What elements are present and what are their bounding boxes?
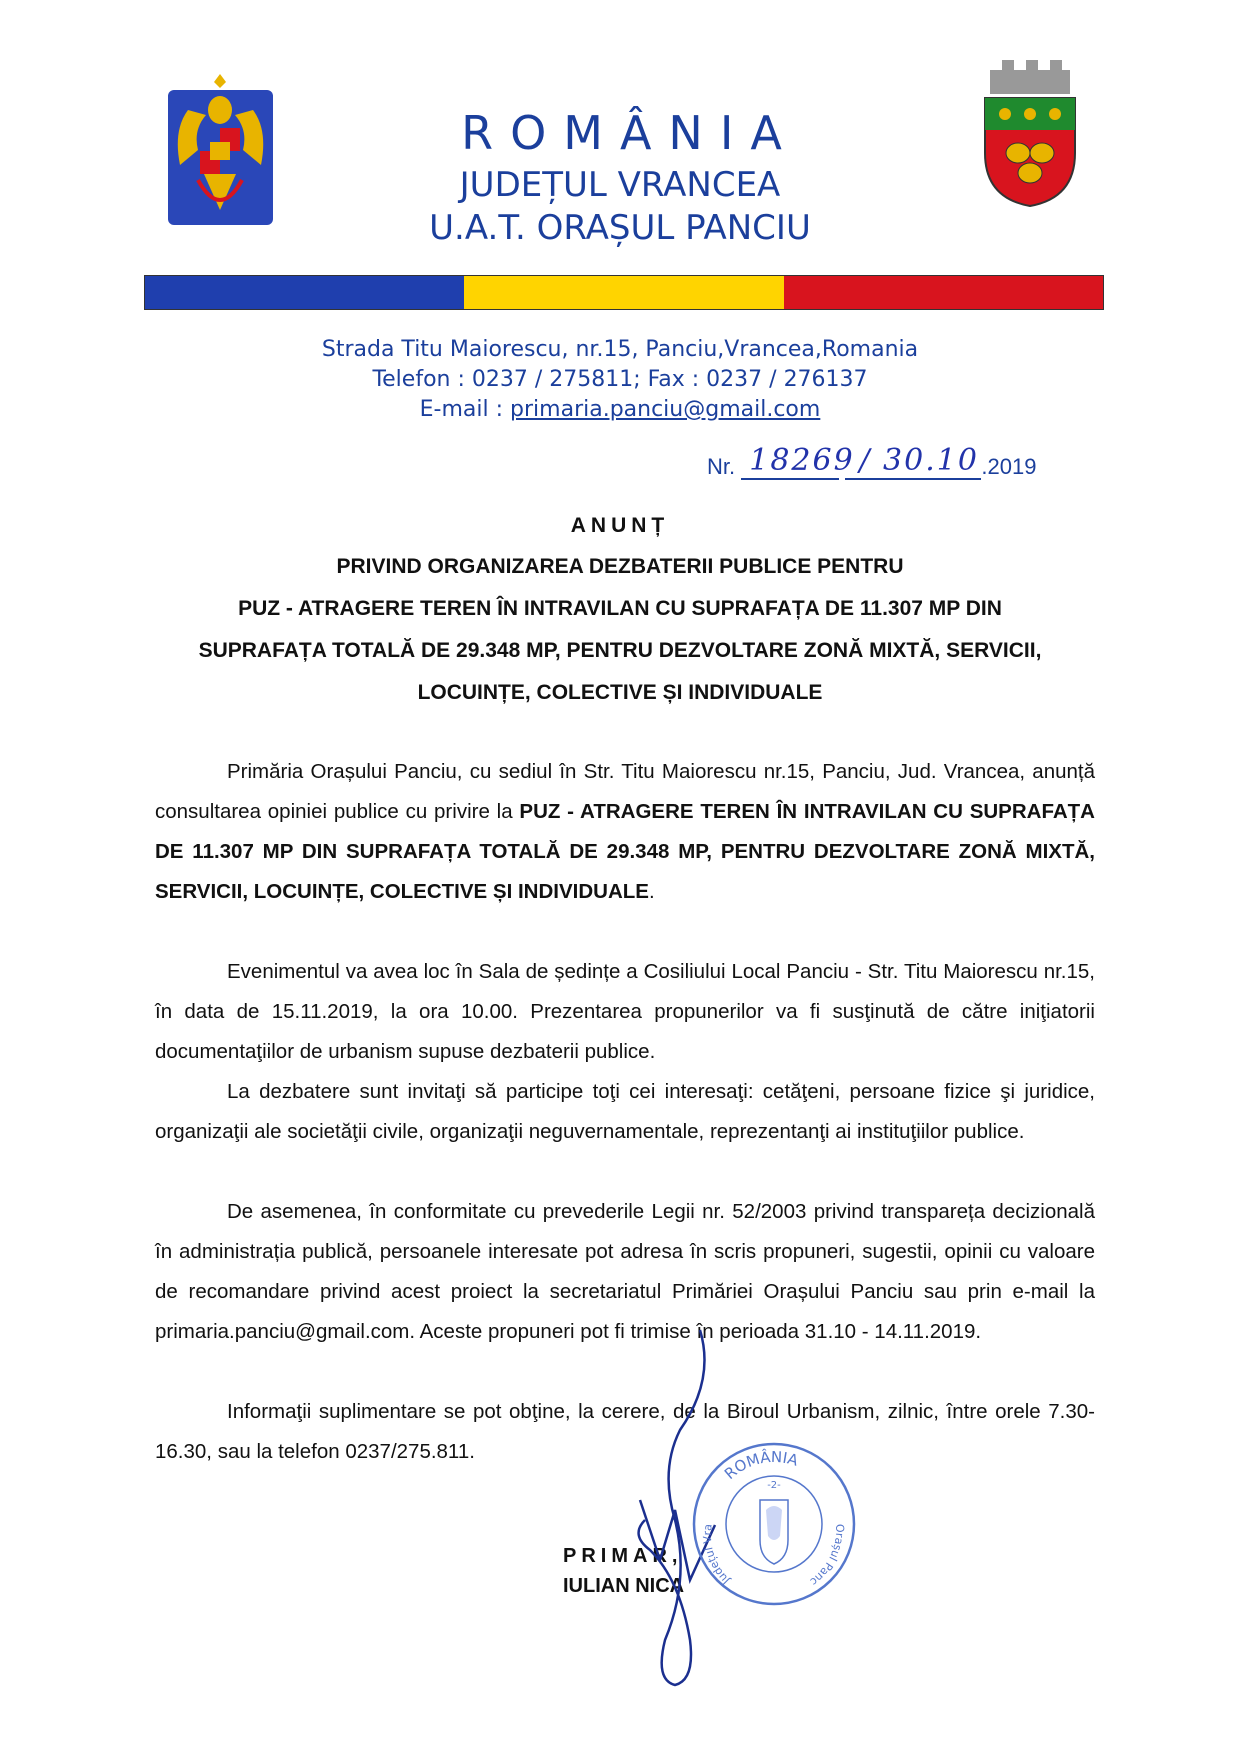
title-line-2: PUZ - ATRAGERE TEREN ÎN INTRAVILAN CU SUPRAFAȚA DE 11.307 MP DIN [238,597,1002,620]
paragraph-4-text: De asemenea, în conformitate cu prevederile Legii nr. 52/2003 privind transpareța decizională în administrația publică, persoanele interesate pot adresa în scris propuneri, sugestii, opinii cu valoare de recomandare privind acest proiect la secretariatul Primăriei Orașului Panciu sau prin e-mail la primaria.panciu@gmail.com. Aceste propuneri pot fi trimise în perioada 31.10 - 14.11.2019. [155,1200,1095,1343]
address-street: Strada Titu Maiorescu, nr.15, Panciu,Vrancea,Romania [321,337,919,362]
registration-year: .2019 [981,454,1037,479]
stamp-left-text: Județul Vra [700,1523,733,1588]
title-line-1: PRIVIND ORGANIZAREA DEZBATERII PUBLICE PENTRU [336,555,904,578]
paragraph-3-text: La dezbatere sunt invitaţi să participe toţi cei interesaţi: cetăţeni, persoane fizice şi juridice, organizaţii ale societăţii civile, organizaţii neguvernamentale, reprezentanţi ai instituţiilor publice. [155,1080,1095,1143]
registration-number-field [741,443,855,480]
official-stamp [690,1440,858,1608]
flag-red-stripe [784,276,1103,309]
registration-date-field [845,443,981,480]
registration-date-handwritten: 30.10 [883,443,979,478]
address-email-line [0,396,1240,424]
paragraph-1-intro: Primăria Orașului Panciu, cu sediul în Str. Titu Maiorescu nr.15, Panciu, Jud. Vrancea, anunță consultarea opiniei publice cu privire la [155,760,1095,823]
stamp-right-text: Orașul Panc [807,1523,847,1589]
paragraph-1-end: . [648,880,655,903]
email-link[interactable]: primaria.panciu@gmail.com [510,397,821,422]
signature-name: IULIAN NICA [563,1575,685,1597]
header-town: U.A.T. ORAȘUL PANCIU [429,208,811,248]
title-line-3: SUPRAFAȚA TOTALĂ DE 29.348 MP, PENTRU DEZVOLTARE ZONĂ MIXTĂ, SERVICII, [198,639,1042,662]
flag-yellow-stripe [464,276,783,309]
paragraph-2 [155,952,1095,1072]
paragraph-3 [155,1072,1095,1152]
signature-role: PRIMAR, [563,1545,683,1567]
announcement-heading: ANUNȚ [570,514,670,537]
registration-prefix: Nr. [707,454,736,479]
stamp-number: -2- [767,1480,781,1491]
paragraph-2-text: Evenimentul va avea loc în Sala de ședințe a Cosiliului Local Panciu - Str. Titu Maiorescu nr.15, în data de 15.11.2019, la ora 10.00. Prezentarea propunerilor va fi susţinută de către iniţiatorii documentaţiilor de urbanism supuse dezbaterii publice. [155,960,1095,1063]
paragraph-1 [155,752,1095,912]
tricolor-band [144,275,1104,310]
address-phone: Telefon : 0237 / 275811; Fax : 0237 / 276137 [372,367,868,392]
registration-separator: / [859,443,872,478]
paragraph-5-text: Informaţii suplimentare se pot obţine, la cerere, de la Biroul Urbanism, zilnic, între orele 7.30-16.30, sau la telefon 0237/275.811. [155,1400,1095,1463]
stamp-top-text: ROMÂNIA [721,1447,801,1484]
title-line-4: LOCUINȚE, COLECTIVE ȘI INDIVIDUALE [417,681,823,704]
flag-blue-stripe [145,276,464,309]
paragraph-1-project: PUZ - ATRAGERE TEREN ÎN INTRAVILAN CU SUPRAFAȚA DE 11.307 MP DIN SUPRAFAȚA TOTALĂ DE 29.348 MP, PENTRU DEZVOLTARE ZONĂ MIXTĂ, SERVICII, LOCUINȚE, COLECTIVE ȘI INDIVIDUALE [155,800,1095,903]
header-county: JUDEȚUL VRANCEA [459,165,781,205]
registration-number [707,443,1037,480]
email-label: E-mail : [419,397,511,422]
registration-number-handwritten: 18269 [749,443,855,478]
header-country: ROMÂNIA [461,106,799,160]
